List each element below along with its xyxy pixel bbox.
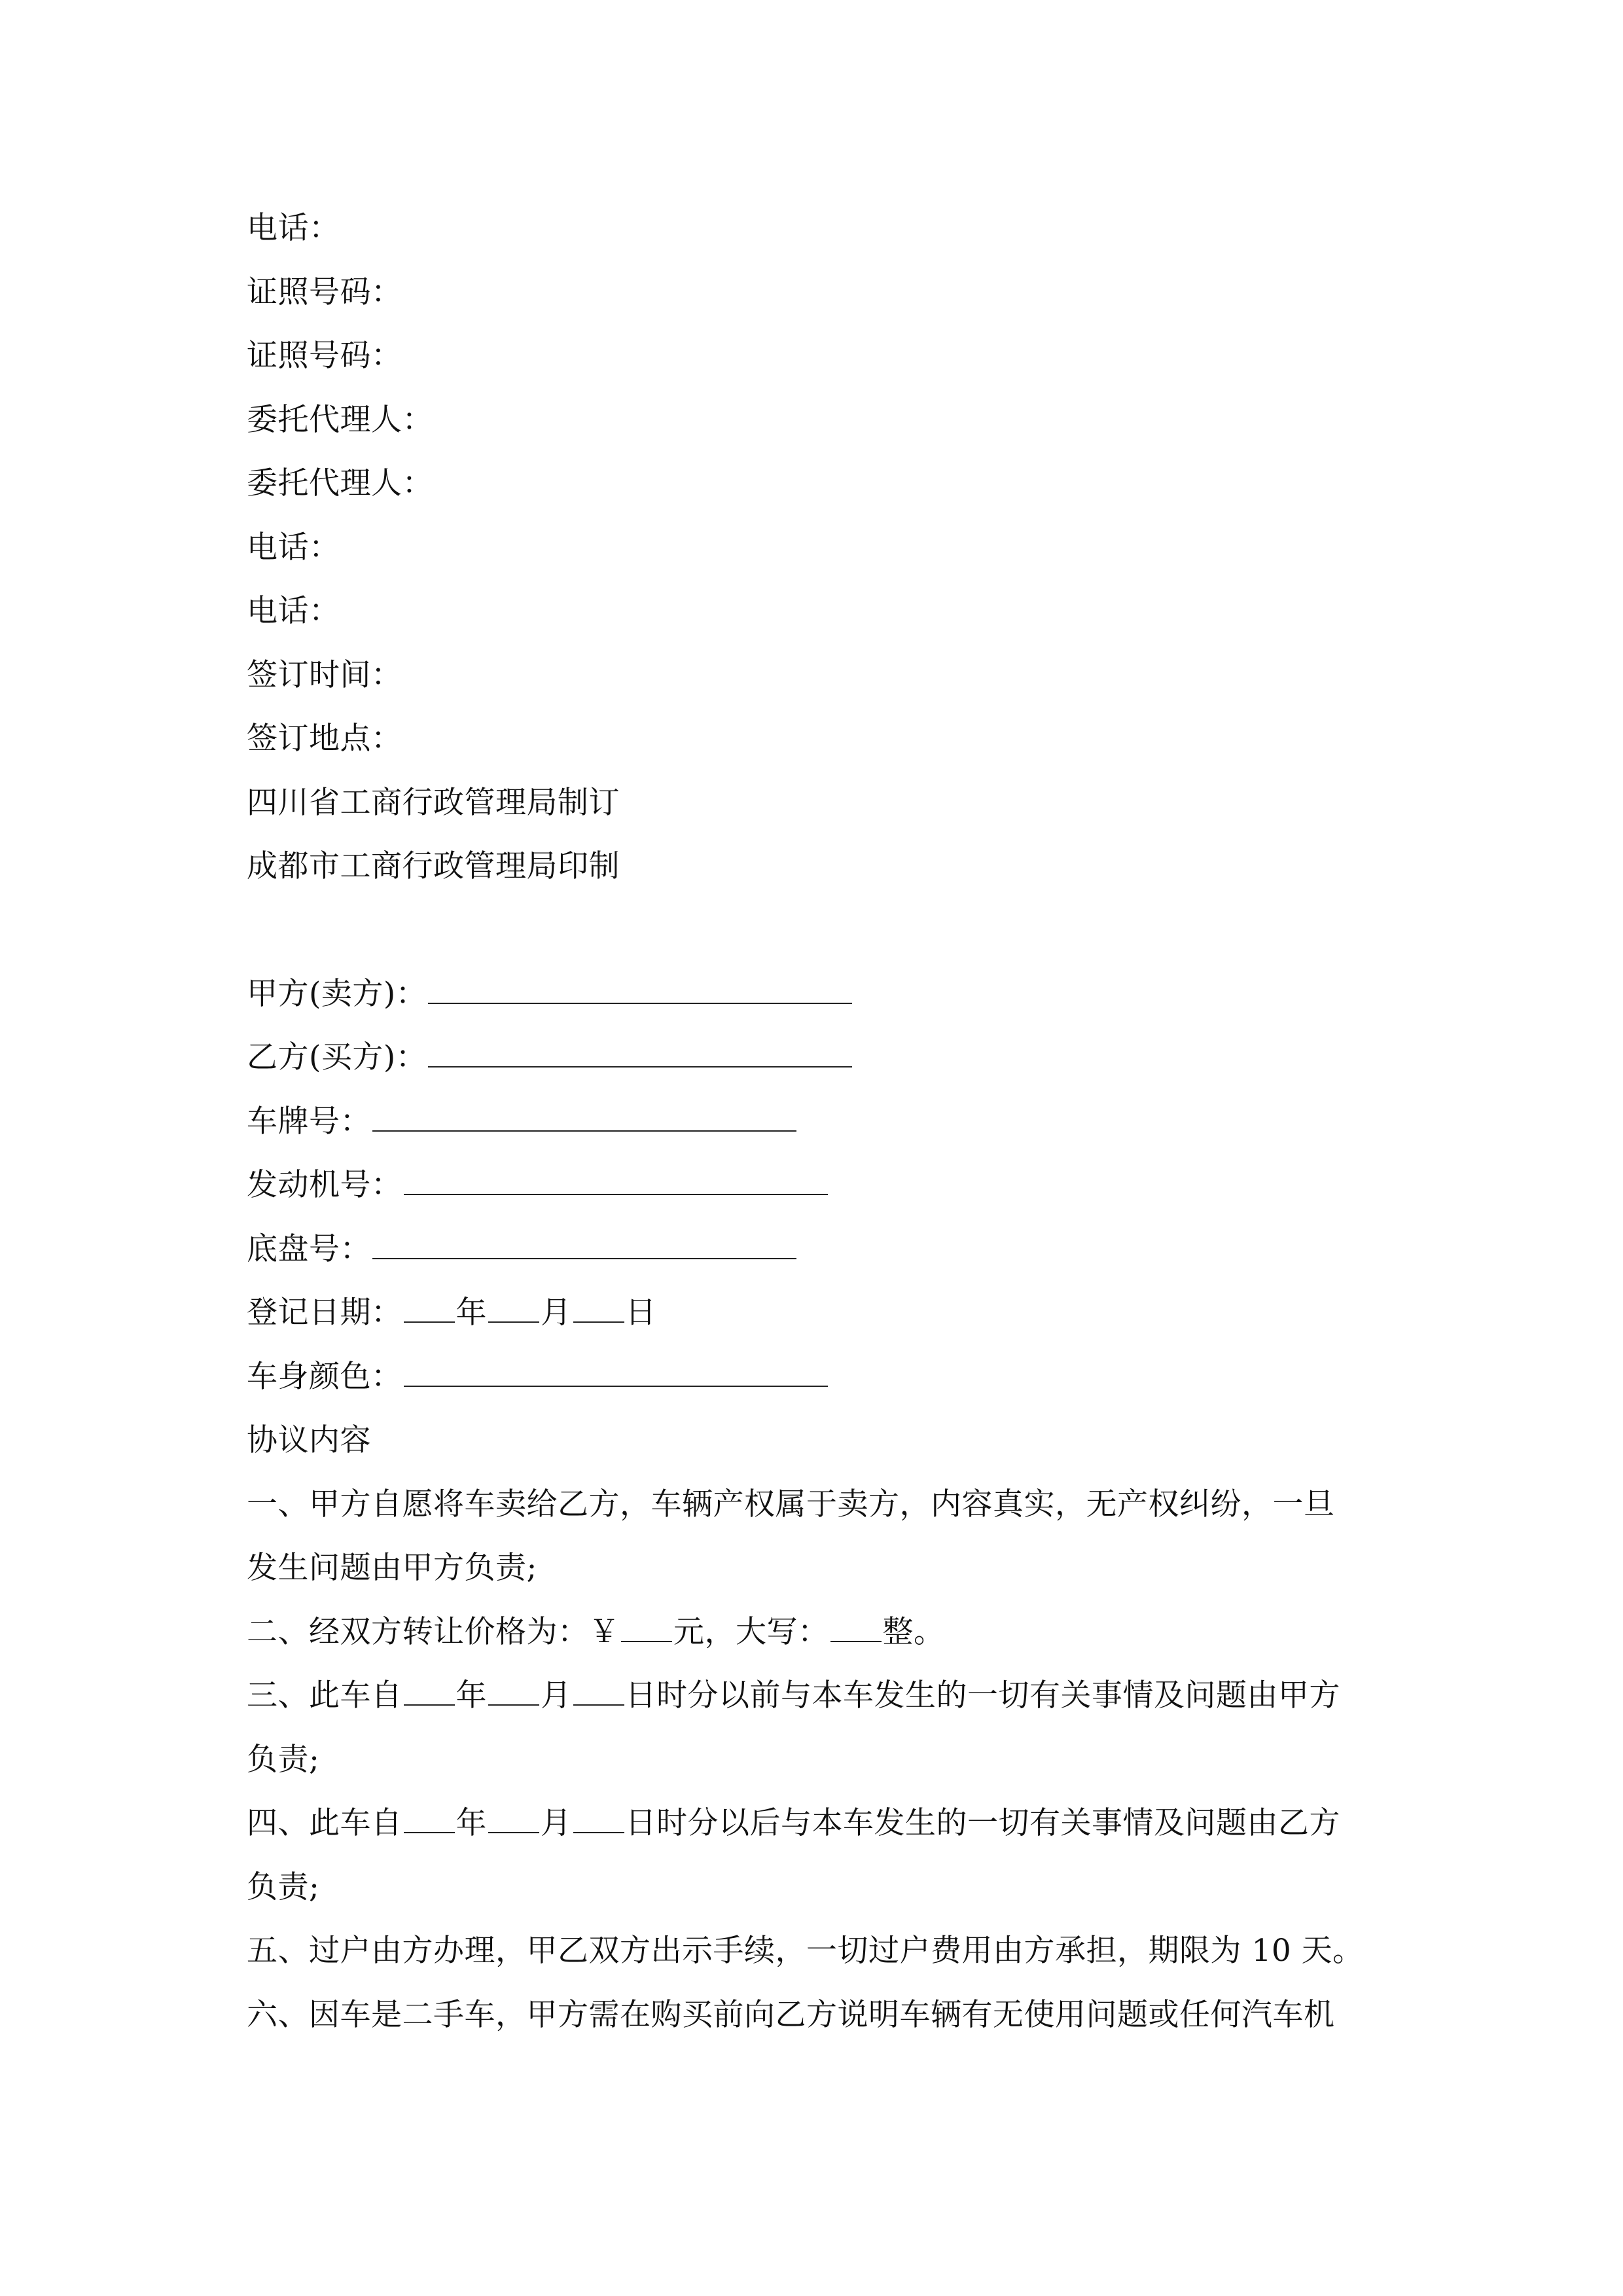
phone-label: 电话： bbox=[247, 529, 340, 565]
clause-4-month: 月 bbox=[541, 1805, 572, 1841]
reg-month-blank[interactable] bbox=[488, 1295, 539, 1323]
clause-5: 五、过户由方办理，甲乙双方出示手续，一切过户费用由方承担，期限为 10 天。 bbox=[247, 1933, 1364, 1969]
party-a-label: 甲方(卖方)： bbox=[247, 975, 427, 1012]
clause-3-start: 三、此车自 bbox=[247, 1677, 402, 1713]
agreement-title: 协议内容 bbox=[247, 1422, 371, 1458]
clause-2-capital-label: 元，大写： bbox=[673, 1613, 829, 1650]
party-b-label: 乙方(买方)： bbox=[247, 1039, 427, 1075]
document-body bbox=[247, 196, 1399, 2047]
year-label: 年 bbox=[455, 1295, 487, 1331]
clause-4-tail: 日时分以后与本车发生的一切有关事情及问题由乙方 bbox=[625, 1805, 1340, 1841]
clause-4-start: 四、此车自 bbox=[247, 1805, 402, 1841]
printer-line: 成都市工商行政管理局印制 bbox=[247, 848, 620, 884]
sign-place-label: 签订地点： bbox=[247, 721, 402, 757]
license-number-label: 证照号码： bbox=[247, 274, 402, 310]
clause-1-line-2: 发生问题由甲方负责; bbox=[247, 1550, 537, 1586]
phone-label: 电话： bbox=[247, 210, 340, 246]
day-label: 日 bbox=[625, 1295, 656, 1331]
party-a-blank[interactable] bbox=[428, 977, 852, 1004]
engine-row bbox=[247, 1153, 1399, 1217]
chassis-row bbox=[247, 1217, 1399, 1282]
clause-3-line-2: 负责; bbox=[247, 1741, 320, 1778]
party-a-row bbox=[247, 962, 1399, 1026]
chassis-label: 底盘号： bbox=[247, 1230, 371, 1267]
clause-2-price-label: 二、经双方转让价格为：￥ bbox=[247, 1613, 620, 1650]
color-label: 车身颜色： bbox=[247, 1358, 402, 1395]
clause-4-year-blank[interactable] bbox=[404, 1806, 455, 1833]
chassis-blank[interactable] bbox=[372, 1232, 796, 1259]
engine-blank[interactable] bbox=[404, 1168, 828, 1195]
reg-year-blank[interactable] bbox=[404, 1295, 455, 1323]
party-b-row bbox=[247, 1026, 1399, 1090]
color-blank[interactable] bbox=[404, 1359, 828, 1387]
agent-label: 委托代理人： bbox=[247, 465, 433, 501]
reg-day-blank[interactable] bbox=[573, 1295, 624, 1323]
license-number-label: 证照号码： bbox=[247, 338, 402, 374]
clause-2-end: 整。 bbox=[882, 1613, 945, 1650]
capital-price-blank[interactable] bbox=[830, 1615, 882, 1642]
sign-time-label: 签订时间： bbox=[247, 656, 402, 693]
clause-1-line-1: 一、甲方自愿将车卖给乙方，车辆产权属于卖方，内容真实，无产权纠纷，一旦 bbox=[247, 1486, 1335, 1522]
agent-label: 委托代理人： bbox=[247, 401, 433, 438]
party-b-blank[interactable] bbox=[428, 1040, 852, 1067]
plate-blank[interactable] bbox=[372, 1104, 796, 1132]
color-row bbox=[247, 1345, 1399, 1409]
section-gap bbox=[247, 899, 1399, 962]
issuer-line: 四川省工商行政管理局制订 bbox=[247, 784, 620, 821]
clause-4-month-blank[interactable] bbox=[488, 1806, 539, 1833]
clause-3-year-blank[interactable] bbox=[404, 1678, 455, 1706]
clause-3-line-1 bbox=[247, 1664, 1399, 1728]
plate-row bbox=[247, 1090, 1399, 1154]
plate-label: 车牌号： bbox=[247, 1103, 371, 1139]
clause-4-day-blank[interactable] bbox=[573, 1806, 624, 1833]
clause-4-line-2: 负责; bbox=[247, 1869, 320, 1905]
phone-label: 电话： bbox=[247, 593, 340, 629]
clause-3-month: 月 bbox=[541, 1677, 572, 1713]
clause-6: 六、因车是二手车，甲方需在购买前向乙方说明车辆有无使用问题或任何汽车机 bbox=[247, 1996, 1335, 2033]
price-blank[interactable] bbox=[621, 1615, 672, 1642]
clause-2 bbox=[247, 1600, 1399, 1664]
clause-4-year: 年 bbox=[455, 1805, 487, 1841]
month-label: 月 bbox=[541, 1295, 572, 1331]
engine-label: 发动机号： bbox=[247, 1167, 402, 1203]
reg-date-label: 登记日期： bbox=[247, 1295, 402, 1331]
clause-4-line-1 bbox=[247, 1791, 1399, 1856]
clause-3-day-blank[interactable] bbox=[573, 1678, 624, 1706]
clause-3-month-blank[interactable] bbox=[488, 1678, 539, 1706]
clause-3-year: 年 bbox=[455, 1677, 487, 1713]
clause-3-tail: 日时分以前与本车发生的一切有关事情及问题由甲方 bbox=[625, 1677, 1340, 1713]
reg-date-row bbox=[247, 1281, 1399, 1345]
